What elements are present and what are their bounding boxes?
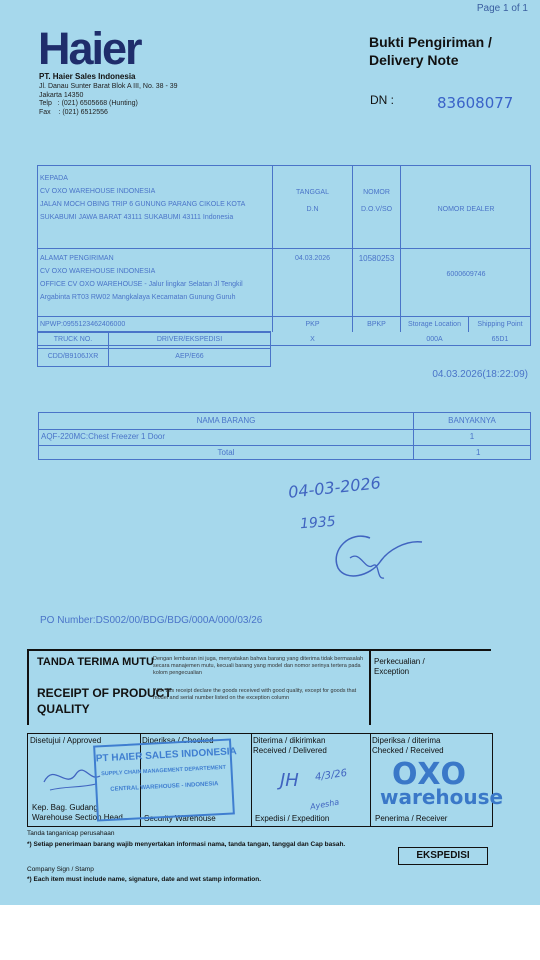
- kepada-label: KEPADA: [40, 175, 68, 182]
- tanggal-label: TANGGAL: [296, 189, 329, 196]
- items-table: [38, 412, 531, 460]
- handwritten-time: 1935: [299, 513, 337, 533]
- nomor-sublabel: D.O.V/SO: [360, 206, 393, 213]
- company-name: PT. Haier Sales Indonesia: [39, 72, 136, 81]
- dn-label: DN :: [370, 93, 394, 107]
- truck-label: TRUCK NO.: [53, 336, 93, 343]
- company-stamp: PT HAIER SALES INDONESIA SUPPLY CHAIN MANAGEMENT DEPARTEMENT CENTRAL WAREHOUSE - INDONESIA: [93, 738, 235, 821]
- shipping-value: 65D1: [491, 336, 509, 343]
- approved-label: Disetujui / Approved: [30, 736, 102, 745]
- total-value: 1: [476, 448, 481, 457]
- col-nama-barang: NAMA BARANG: [196, 416, 256, 425]
- dealer-value: 6000609746: [446, 271, 486, 278]
- handwritten-date: 04-03-2026: [287, 473, 382, 502]
- shipping-label: Shipping Point: [477, 321, 523, 328]
- checked-role: Security Warehouse: [144, 814, 216, 823]
- handwritten-signature: [310, 510, 430, 590]
- kepada-line: SUKABUMI JAWA BARAT 43111 SUKABUMI 43111 Indonesia: [40, 214, 234, 221]
- footer-note-id: *) Setiap penerimaan barang wajib menyertakan informasi nama, tanda tangan, tanggal dan Cap basah.: [27, 841, 346, 848]
- print-timestamp: 04.03.2026(18:22:09): [432, 369, 528, 380]
- bpkp-label: BPKP: [367, 321, 386, 328]
- alamat-line: CV OXO WAREHOUSE INDONESIA: [40, 268, 156, 275]
- pkp-value: X: [310, 336, 315, 343]
- col-banyaknya: BANYAKNYA: [448, 416, 496, 425]
- sign-company-label: Tanda tanganicap perusahaan: [27, 830, 115, 837]
- tanggal-sublabel: D.N: [306, 206, 319, 213]
- po-number: PO Number:DS002/00/BDG/BDG/000A/000/03/26: [40, 615, 263, 626]
- exception-label: Perkecualian / Exception: [374, 657, 425, 676]
- alamat-line: OFFICE CV OXO WAREHOUSE - Jalur lingkar Selatan Jl Tengkil: [40, 281, 243, 288]
- receiver-initials: JH: [280, 770, 299, 791]
- checked-received-label: Diperiksa / diterima Checked / Received: [372, 736, 444, 755]
- haier-logo: Haier: [38, 23, 141, 74]
- truck-table: [37, 331, 271, 367]
- driver-value: AEP/E66: [175, 353, 204, 360]
- receiver-role: Penerima / Receiver: [375, 814, 448, 823]
- storage-label: Storage Location: [408, 321, 461, 328]
- alamat-label: ALAMAT PENGIRIMAN: [40, 255, 114, 262]
- nomor-label: NOMOR: [363, 189, 390, 196]
- consignee-table: [37, 165, 531, 346]
- approved-role: Kep. Bag. Gudang Warehouse Section Head: [32, 803, 123, 822]
- receipt-title-en-2: QUALITY: [37, 702, 90, 716]
- kepada-line: JALAN MOCH OBING TRIP 6 GUNUNG PARANG CIKOLE KOTA: [40, 201, 246, 208]
- oxo-warehouse-logo: warehouse: [380, 785, 504, 809]
- receipt-name-handwritten: Ayesha: [309, 797, 340, 812]
- truck-value: CDD/B9106JXR: [47, 353, 99, 360]
- received-role: Expedisi / Expedition: [255, 814, 330, 823]
- item-qty: 1: [469, 432, 475, 441]
- npwp: NPWP:0955123462406000: [40, 321, 126, 328]
- ekspedisi-box: EKSPEDISI: [398, 847, 488, 865]
- page-indicator: Page 1 of 1: [476, 3, 528, 14]
- kepada-line: CV OXO WAREHOUSE INDONESIA: [40, 188, 156, 195]
- tanggal-value: 04.03.2026: [294, 255, 331, 262]
- receipt-text-en: With this receipt declare the goods received with good quality, except for goods that model and serial number listed on the exception column: [153, 688, 357, 701]
- receipt-title-id: TANDA TERIMA MUTU: [37, 656, 154, 668]
- checked-label: Diperiksa / Checked: [142, 736, 214, 745]
- dealer-label: NOMOR DEALER: [437, 206, 495, 213]
- item-name: AQF-220MC:Chest Freezer 1 Door: [41, 432, 166, 441]
- receipt-title-en-1: RECEIPT OF PRODUCT: [37, 686, 172, 700]
- receipt-date-handwritten: 4/3/26: [314, 767, 348, 784]
- dn-number: 83608077: [437, 94, 514, 112]
- nomor-value: 10580253: [358, 254, 395, 263]
- document-title: Bukti Pengiriman / Delivery Note: [369, 34, 492, 68]
- oxo-logo: OXO: [392, 757, 467, 792]
- alamat-line: Argabinta RT03 RW02 Mangkalaya Kecamatan Gunung Guruh: [40, 294, 236, 301]
- received-label: Diterima / dikirimkan Received / Delivered: [253, 736, 327, 755]
- storage-value: 000A: [426, 336, 443, 343]
- footer-note-en: *) Each item must include name, signature, date and wet stamp information.: [27, 876, 262, 883]
- company-sign-label: Company Sign / Stamp: [27, 866, 94, 873]
- driver-label: DRIVER/EKSPEDISI: [156, 336, 223, 343]
- pkp-label: PKP: [305, 321, 320, 328]
- receipt-text-id: Dengan lembaran ini juga, menyatakan bahwa barang yang diterima tidak bermasalah secara manajemen mutu, kecuali barang yang model dan nomor serinya tertera pada kolom pengecualian: [153, 656, 364, 676]
- company-address: Jl. Danau Sunter Barat Blok A III, No. 38 - 39 Jakarta 14350 Telp : (021) 6505668 (Hunting) Fax : (021) 6512556: [39, 83, 178, 116]
- total-label: Total: [217, 448, 235, 457]
